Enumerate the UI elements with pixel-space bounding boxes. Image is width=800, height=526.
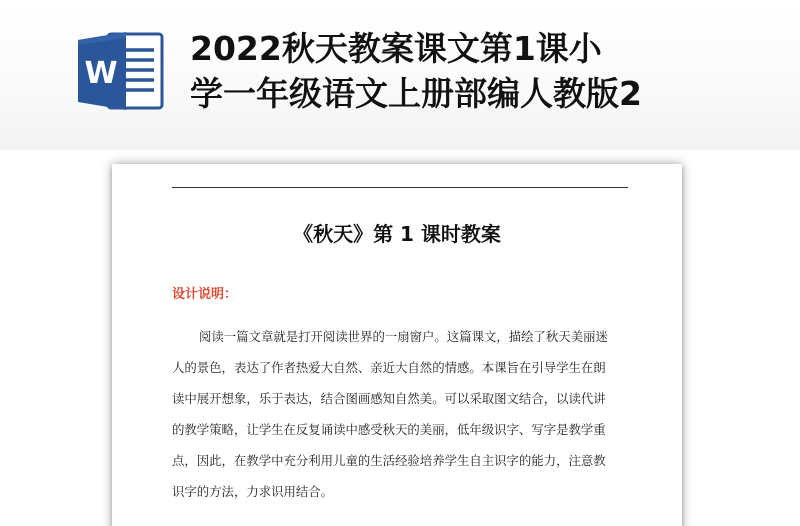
paragraph-line: 阅读一篇文章就是打开阅读世界的一扇窗户。这篇课文，描绘了秋天美丽迷 [199,329,608,344]
document-title: 《秋天》第 1 课时教案 [293,222,501,246]
word-icon-letter: W [84,56,118,91]
paragraph-line: 人的景色，表达了作者热爱大自然、亲近大自然的情感。本课旨在引导学生在朗 [172,360,606,375]
paragraph-line: 读中展开想象，乐于表达，结合图画感知自然美。可以采取图文结合，以读代讲 [172,391,606,406]
header-rule-divider [172,187,628,188]
paragraph-line: 的教学策略，让学生在反复诵读中感受秋天的美丽，低年级识字、写字是教学重 [172,422,606,437]
word-document-icon [76,28,164,114]
paragraph-line: 识字的方法，力求识用结合。 [172,484,334,499]
body-paragraph [172,329,632,515]
document-page-preview [112,164,682,526]
page-title [190,26,750,116]
banner-header [0,0,800,150]
section-label-design-notes: 设计说明： [172,287,238,302]
title-line-2: 学一年级语文上册部编人教版2 [190,74,642,113]
paragraph-line: 点，因此，在教学中充分利用儿童的生活经验培养学生自主识字的能力，注意教 [172,453,606,468]
title-line-1: 2022秋天教案课文第1课小 [190,29,602,68]
